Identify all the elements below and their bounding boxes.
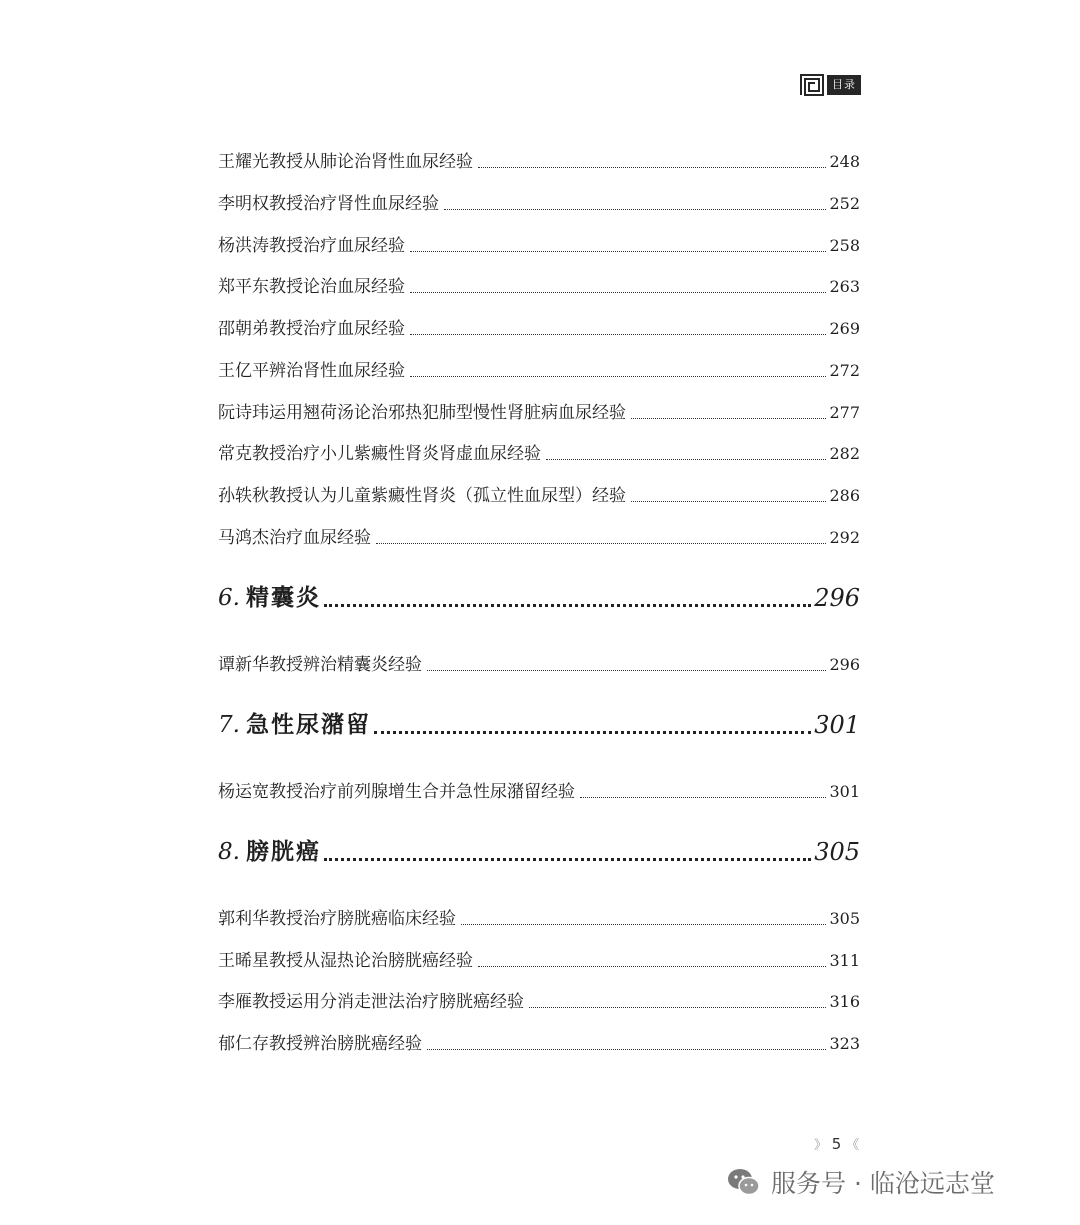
section-number: 7. [218, 712, 240, 738]
dot-leader [478, 966, 826, 967]
toc-entry-page: 258 [829, 236, 860, 255]
dot-leader [529, 1007, 826, 1008]
toc-entry[interactable] [218, 271, 860, 299]
toc-entry-title: 常克教授治疗小儿紫癜性肾炎肾虚血尿经验 [218, 444, 541, 464]
toc-entry-page: 277 [829, 403, 860, 422]
toc-entry-title: 马鸿杰治疗血尿经验 [218, 528, 371, 548]
watermark [727, 1162, 995, 1202]
toc-entry[interactable] [218, 522, 860, 550]
dot-leader [410, 376, 826, 377]
toc-entry-page: 263 [829, 277, 860, 296]
toc-entry-title: 郁仁存教授辨治膀胱癌经验 [218, 1034, 422, 1054]
toc-entry-page: 316 [829, 992, 860, 1011]
table-of-contents [218, 0, 860, 1225]
dot-leader [461, 924, 826, 925]
toc-entry[interactable] [218, 903, 860, 931]
dot-leader [546, 459, 826, 460]
toc-entry[interactable] [218, 480, 860, 508]
dot-leader [324, 604, 811, 607]
toc-entry[interactable] [218, 397, 860, 425]
toc-entry-title: 王亿平辨治肾性血尿经验 [218, 361, 405, 381]
toc-entry-page: 296 [829, 655, 860, 674]
section-header-label: 目录 [827, 75, 861, 95]
toc-entry-title: 李明权教授治疗肾性血尿经验 [218, 194, 439, 214]
toc-entry[interactable] [218, 945, 860, 973]
toc-entry-title: 郭利华教授治疗膀胱癌临床经验 [218, 909, 456, 929]
dot-leader [631, 418, 826, 419]
toc-entry[interactable] [218, 438, 860, 466]
toc-entry[interactable] [218, 355, 860, 383]
dot-leader [580, 797, 826, 798]
toc-entry-page: 301 [829, 782, 860, 801]
toc-entry-title: 孙轶秋教授认为儿童紫癜性肾炎（孤立性血尿型）经验 [218, 486, 626, 506]
dot-leader [376, 543, 826, 544]
section-page: 305 [814, 838, 860, 866]
wechat-icon [727, 1167, 761, 1197]
toc-entry[interactable] [218, 1028, 860, 1056]
toc-entry[interactable] [218, 146, 860, 174]
toc-entry-page: 292 [829, 528, 860, 547]
dot-leader [631, 501, 826, 502]
page-number [814, 1134, 859, 1153]
toc-entry-page: 282 [829, 444, 860, 463]
page-ornament-left: 》 [814, 1138, 828, 1153]
section-page: 301 [814, 711, 860, 739]
toc-entry-title: 杨运宽教授治疗前列腺增生合并急性尿潴留经验 [218, 782, 575, 802]
toc-entry-title: 邵朝弟教授治疗血尿经验 [218, 319, 405, 339]
dot-leader [444, 209, 826, 210]
toc-entry-page: 311 [829, 951, 860, 970]
toc-entry-title: 王耀光教授从肺论治肾性血尿经验 [218, 152, 473, 172]
toc-entry-page: 305 [829, 909, 860, 928]
section-title: 膀胱癌 [245, 838, 321, 865]
toc-entry-title: 王晞星教授从湿热论治膀胱癌经验 [218, 951, 473, 971]
section-title: 急性尿潴留 [245, 711, 371, 738]
section-number: 6. [218, 585, 240, 611]
toc-section-heading[interactable] [218, 832, 860, 868]
page-ornament-right: 《 [846, 1138, 860, 1153]
watermark-text: 服务号 · 临沧远志堂 [771, 1169, 995, 1198]
toc-entry[interactable] [218, 230, 860, 258]
toc-section-heading[interactable] [218, 705, 860, 741]
section-page: 296 [814, 584, 860, 612]
toc-entry-title: 阮诗玮运用翘荷汤论治邪热犯肺型慢性肾脏病血尿经验 [218, 403, 626, 423]
dot-leader [427, 1049, 826, 1050]
toc-entry[interactable] [218, 986, 860, 1014]
section-number: 8. [218, 839, 240, 865]
toc-entry-page: 286 [829, 486, 860, 505]
toc-entry-title: 郑平东教授论治血尿经验 [218, 277, 405, 297]
toc-entry[interactable] [218, 649, 860, 677]
section-title: 精囊炎 [245, 584, 321, 611]
dot-leader [410, 251, 826, 252]
dot-leader [410, 334, 826, 335]
dot-leader [478, 167, 826, 168]
toc-entry-page: 252 [829, 194, 860, 213]
toc-section-heading[interactable] [218, 578, 860, 614]
dot-leader [374, 731, 811, 734]
toc-entry[interactable] [218, 313, 860, 341]
toc-entry-page: 248 [829, 152, 860, 171]
toc-entry-title: 李雁教授运用分消走泄法治疗膀胱癌经验 [218, 992, 524, 1012]
toc-entry[interactable] [218, 776, 860, 804]
dot-leader [324, 858, 811, 861]
toc-entry-page: 323 [829, 1034, 860, 1053]
page-number-value: 5 [831, 1135, 842, 1153]
toc-entry-page: 272 [829, 361, 860, 380]
toc-entry-title: 杨洪涛教授治疗血尿经验 [218, 236, 405, 256]
toc-entry-page: 269 [829, 319, 860, 338]
dot-leader [410, 292, 826, 293]
toc-entry[interactable] [218, 188, 860, 216]
toc-entry-title: 谭新华教授辨治精囊炎经验 [218, 655, 422, 675]
dot-leader [427, 670, 826, 671]
